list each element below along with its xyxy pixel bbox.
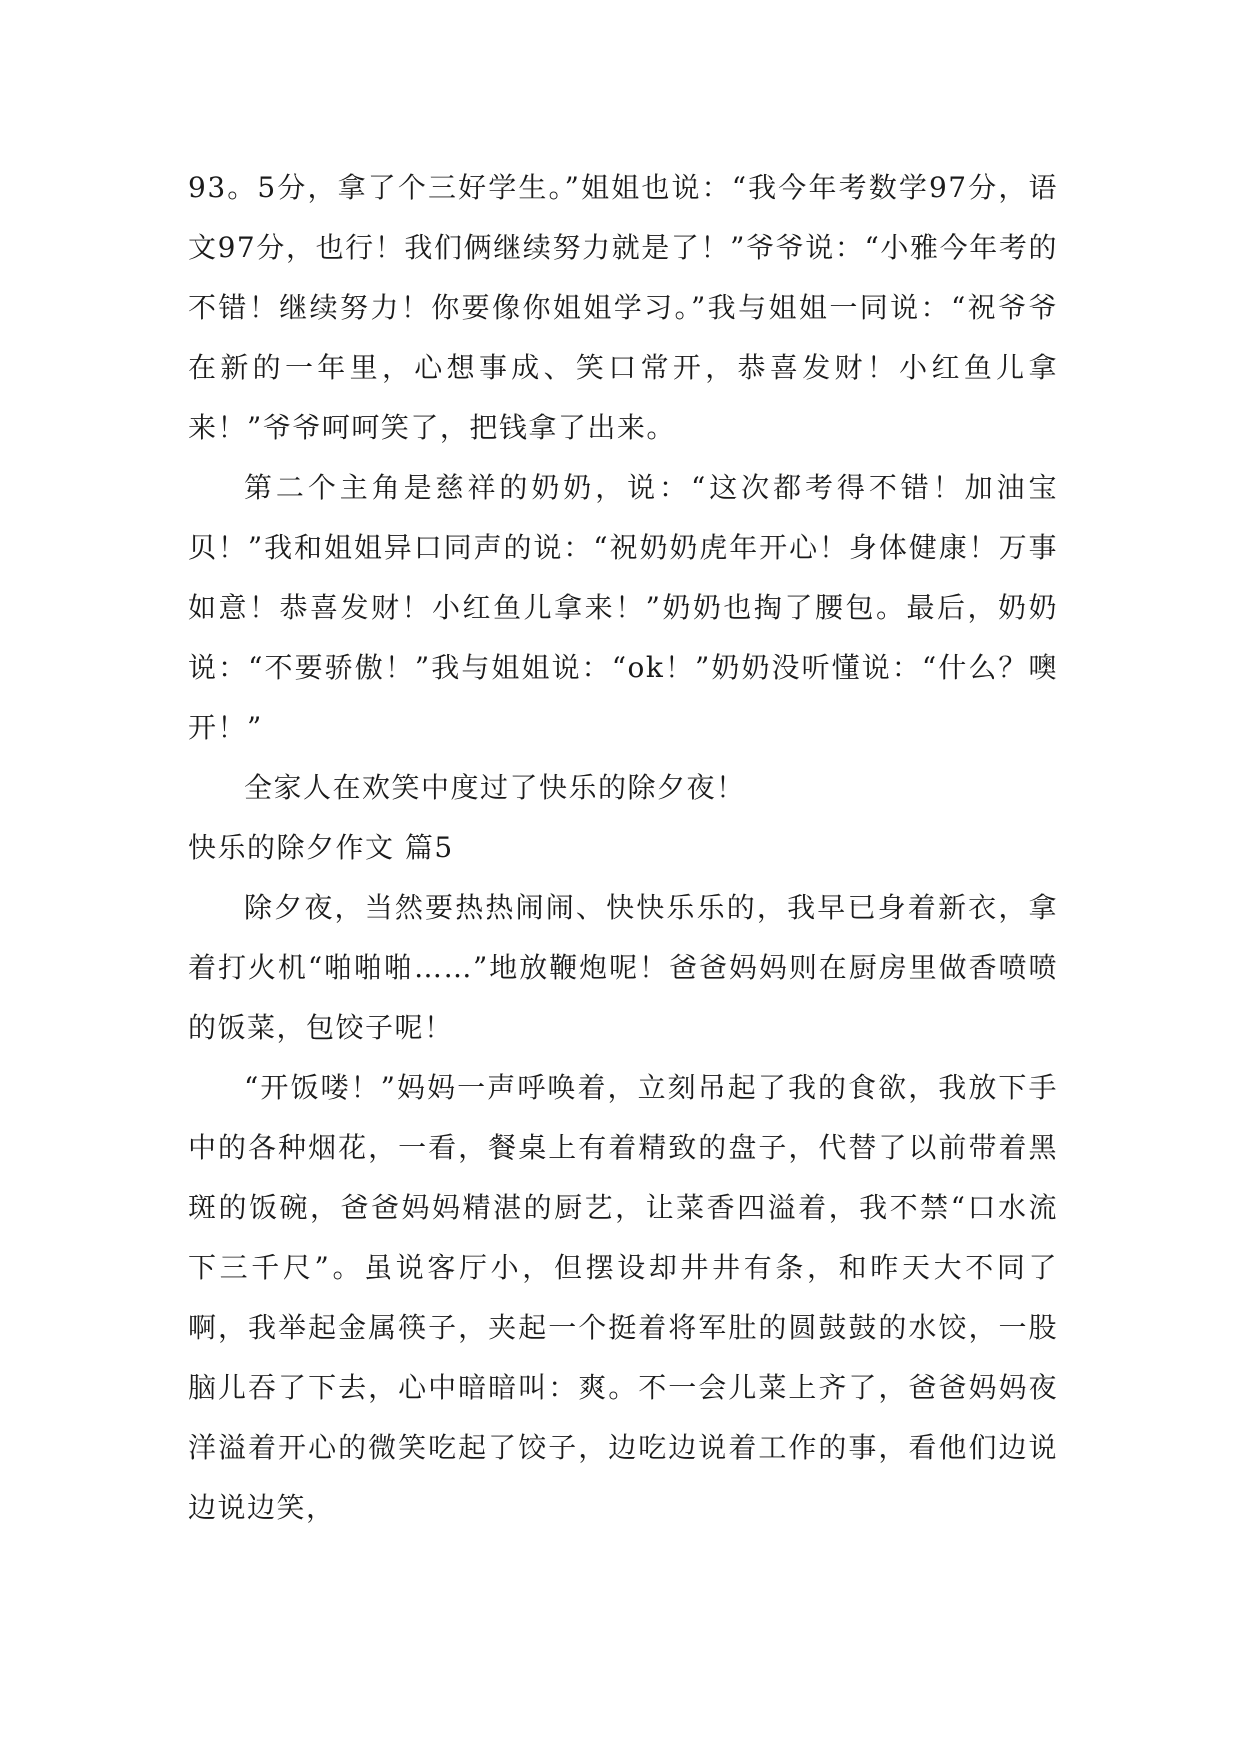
paragraph: “开饭喽！”妈妈一声呼唤着，立刻吊起了我的食欲，我放下手中的各种烟花，一看，餐桌上有着精致的盘子，代替了以前带着黑斑的饭碗，爸爸妈妈精湛的厨艺，让菜香四溢着，我不禁“口水流下三千尺”。虽说客厅小，但摆设却井井有条，和昨天大不同了啊，我举起金属筷子，夹起一个挺着将军肚的圆鼓鼓的水饺，一股脑儿吞了下去，心中暗暗叫：爽。不一会儿菜上齐了，爸爸妈妈夜洋溢着开心的微笑吃起了饺子，边吃边说着工作的事，看他们边说边说边笑， xyxy=(188,1071,1058,1524)
paragraph: 全家人在欢笑中度过了快乐的除夕夜！ xyxy=(244,771,746,804)
document-body xyxy=(188,158,1058,1538)
paragraph: 第二个主角是慈祥的奶奶，说：“这次都考得不错！加油宝贝！”我和姐姐异口同声的说：“祝奶奶虎年开心！身体健康！万事如意！恭喜发财！小红鱼儿拿来！”奶奶也掏了腰包。最后，奶奶说：“不要骄傲！”我与姐姐说：“ok！”奶奶没听懂说：“什么？噢开！” xyxy=(188,471,1058,744)
paragraph: 除夕夜，当然要热热闹闹、快快乐乐的，我早已身着新衣，拿着打火机“啪啪啪……”地放鞭炮呢！爸爸妈妈则在厨房里做香喷喷的饭菜，包饺子呢！ xyxy=(188,891,1058,1044)
paragraph: 93。5分，拿了个三好学生。”姐姐也说：“我今年考数学97分，语文97分，也行！我们俩继续努力就是了！”爷爷说：“小雅今年考的不错！继续努力！你要像你姐姐学习。”我与姐姐一同说：“祝爷爷在新的一年里，心想事成、笑口常开，恭喜发财！小红鱼儿拿来！”爷爷呵呵笑了，把钱拿了出来。 xyxy=(188,171,1058,444)
section-title: 快乐的除夕作文 篇5 xyxy=(188,831,454,864)
